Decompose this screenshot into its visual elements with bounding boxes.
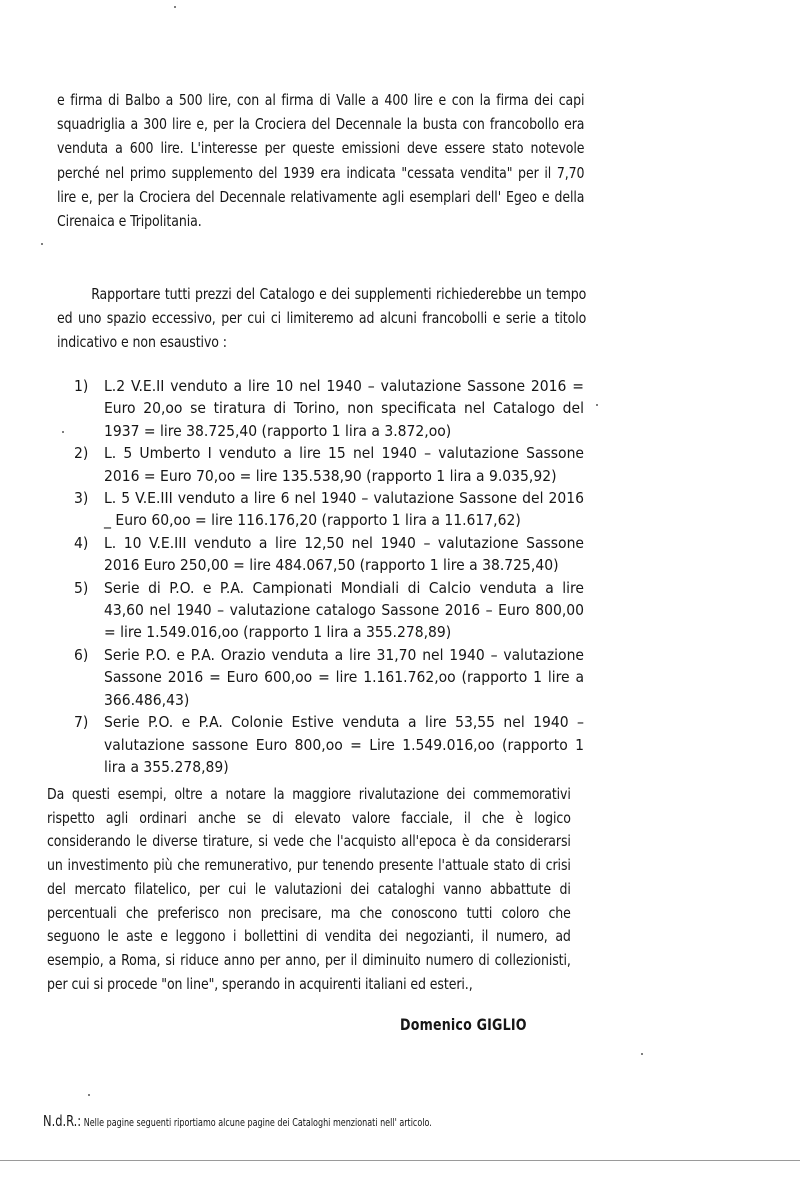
list-item-number: 2) <box>74 444 89 463</box>
list-item <box>74 442 584 487</box>
paragraph-intro: e firma di Balbo a 500 lire, con al firma di Valle a 400 lire e con la firma dei capi squadriglia a 300 lire e, per la Crociera del Decennale la busta con francobollo era venduta a 600 lire. L'interesse per queste emissioni deve essere stato notevole perché nel primo supplemento del 1939 era indicata "cessata vendita" per il 7,70 lire e, per la Crociera del Decennale relativamente agli esemplari dell' Egeo e della Cirenaica e Tripolitania. <box>57 91 585 231</box>
list-item-text: L. 5 Umberto I venduto a lire 15 nel 1940 – valutazione Sassone 2016 = Euro 70,oo = lire 135.538,90 (rapporto 1 lira a 9.035,92) <box>104 444 584 485</box>
editor-note-label: N.d.R.: <box>43 1112 82 1130</box>
list-item-text: L.2 V.E.II venduto a lire 10 nel 1940 – valutazione Sassone 2016 = Euro 20,oo se tiratura di Torino, non specificata nel Catalogo del 1937 = lire 38.725,40 (rapporto 1 lira a 3.872,oo) <box>104 377 584 440</box>
editor-note-text: Nelle pagine seguenti riportiamo alcune pagine dei Cataloghi menzionati nell' articolo. <box>83 1117 432 1129</box>
list-item-text: L. 5 V.E.III venduto a lire 6 nel 1940 – valutazione Sassone del 2016 _ Euro 60,oo = lire 116.176,20 (rapporto 1 lira a 11.617,62) <box>104 489 584 530</box>
list-item <box>74 375 584 442</box>
scan-speck <box>62 431 64 433</box>
paragraph-catalog-prices: Rapportare tutti prezzi del Catalogo e dei supplementi richiederebbe un tempo ed uno spazio eccessivo, per cui ci limiteremo ad alcuni francobolli e serie a titolo indicativo e non esaustivo : <box>57 285 587 352</box>
scan-speck <box>41 243 43 245</box>
paragraph-conclusion: Da questi esempi, oltre a notare la maggiore rivalutazione dei commemorativi rispetto agli ordinari anche se di elevato valore facciale, il che è logico considerando le diverse tirature, si vede che l'acquisto all'epoca è da considerarsi un investimento più che remunerativo, pur tenendo presente l'attuale stato di crisi del mercato filatelico, per cui le valutazioni dei cataloghi vanno abbattute di percentuali che preferisco non precisare, ma che conoscono tutti coloro che seguono le aste e leggono i bollettini di vendita dei negozianti, il numero, ad esempio, a Roma, si riduce anno per anno, per il diminuito numero di collezionisti, per cui si procede "on line", sperando in acquirenti italiani ed esteri., <box>47 785 571 993</box>
scan-speck <box>88 1094 90 1096</box>
list-item-text: Serie di P.O. e P.A. Campionati Mondiali di Calcio venduta a lire 43,60 nel 1940 – valutazione catalogo Sassone 2016 – Euro 800,00 = lire 1.549.016,oo (rapporto 1 lira a 355.278,89) <box>104 578 584 642</box>
scan-speck <box>641 1053 643 1055</box>
list-item <box>74 487 584 532</box>
list-item-text: Serie P.O. e P.A. Colonie Estive venduta a lire 53,55 nel 1940 – valutazione sassone Euro 800,oo = Lire 1.549.016,oo (rapporto 1 lira a 355.278,89) <box>104 713 584 776</box>
list-item <box>74 644 584 711</box>
list-item-number: 6) <box>74 645 89 664</box>
scan-speck <box>174 6 176 8</box>
list-item-number: 5) <box>74 578 89 597</box>
list-item-number: 4) <box>74 533 89 552</box>
price-examples-list <box>74 375 584 778</box>
bottom-rule <box>0 1160 800 1161</box>
list-item <box>74 711 584 778</box>
editor-note <box>43 1112 432 1130</box>
list-item-number: 7) <box>74 713 89 732</box>
list-item <box>74 532 584 577</box>
list-item-text: Serie P.O. e P.A. Orazio venduta a lire 31,70 nel 1940 – valutazione Sassone 2016 = Euro 600,oo = lire 1.161.762,oo (rapporto 1 lire a 366.486,43) <box>104 645 584 709</box>
list-item-text: L. 10 V.E.III venduto a lire 12,50 nel 1940 – valutazione Sassone 2016 Euro 250,00 = lire 484.067,50 (rapporto 1 lire a 38.725,40) <box>104 533 584 575</box>
list-item-number: 1) <box>74 377 89 395</box>
scan-speck <box>596 404 598 406</box>
author-signature: Domenico GIGLIO <box>400 1015 527 1034</box>
list-item <box>74 577 584 644</box>
list-item-number: 3) <box>74 489 89 508</box>
